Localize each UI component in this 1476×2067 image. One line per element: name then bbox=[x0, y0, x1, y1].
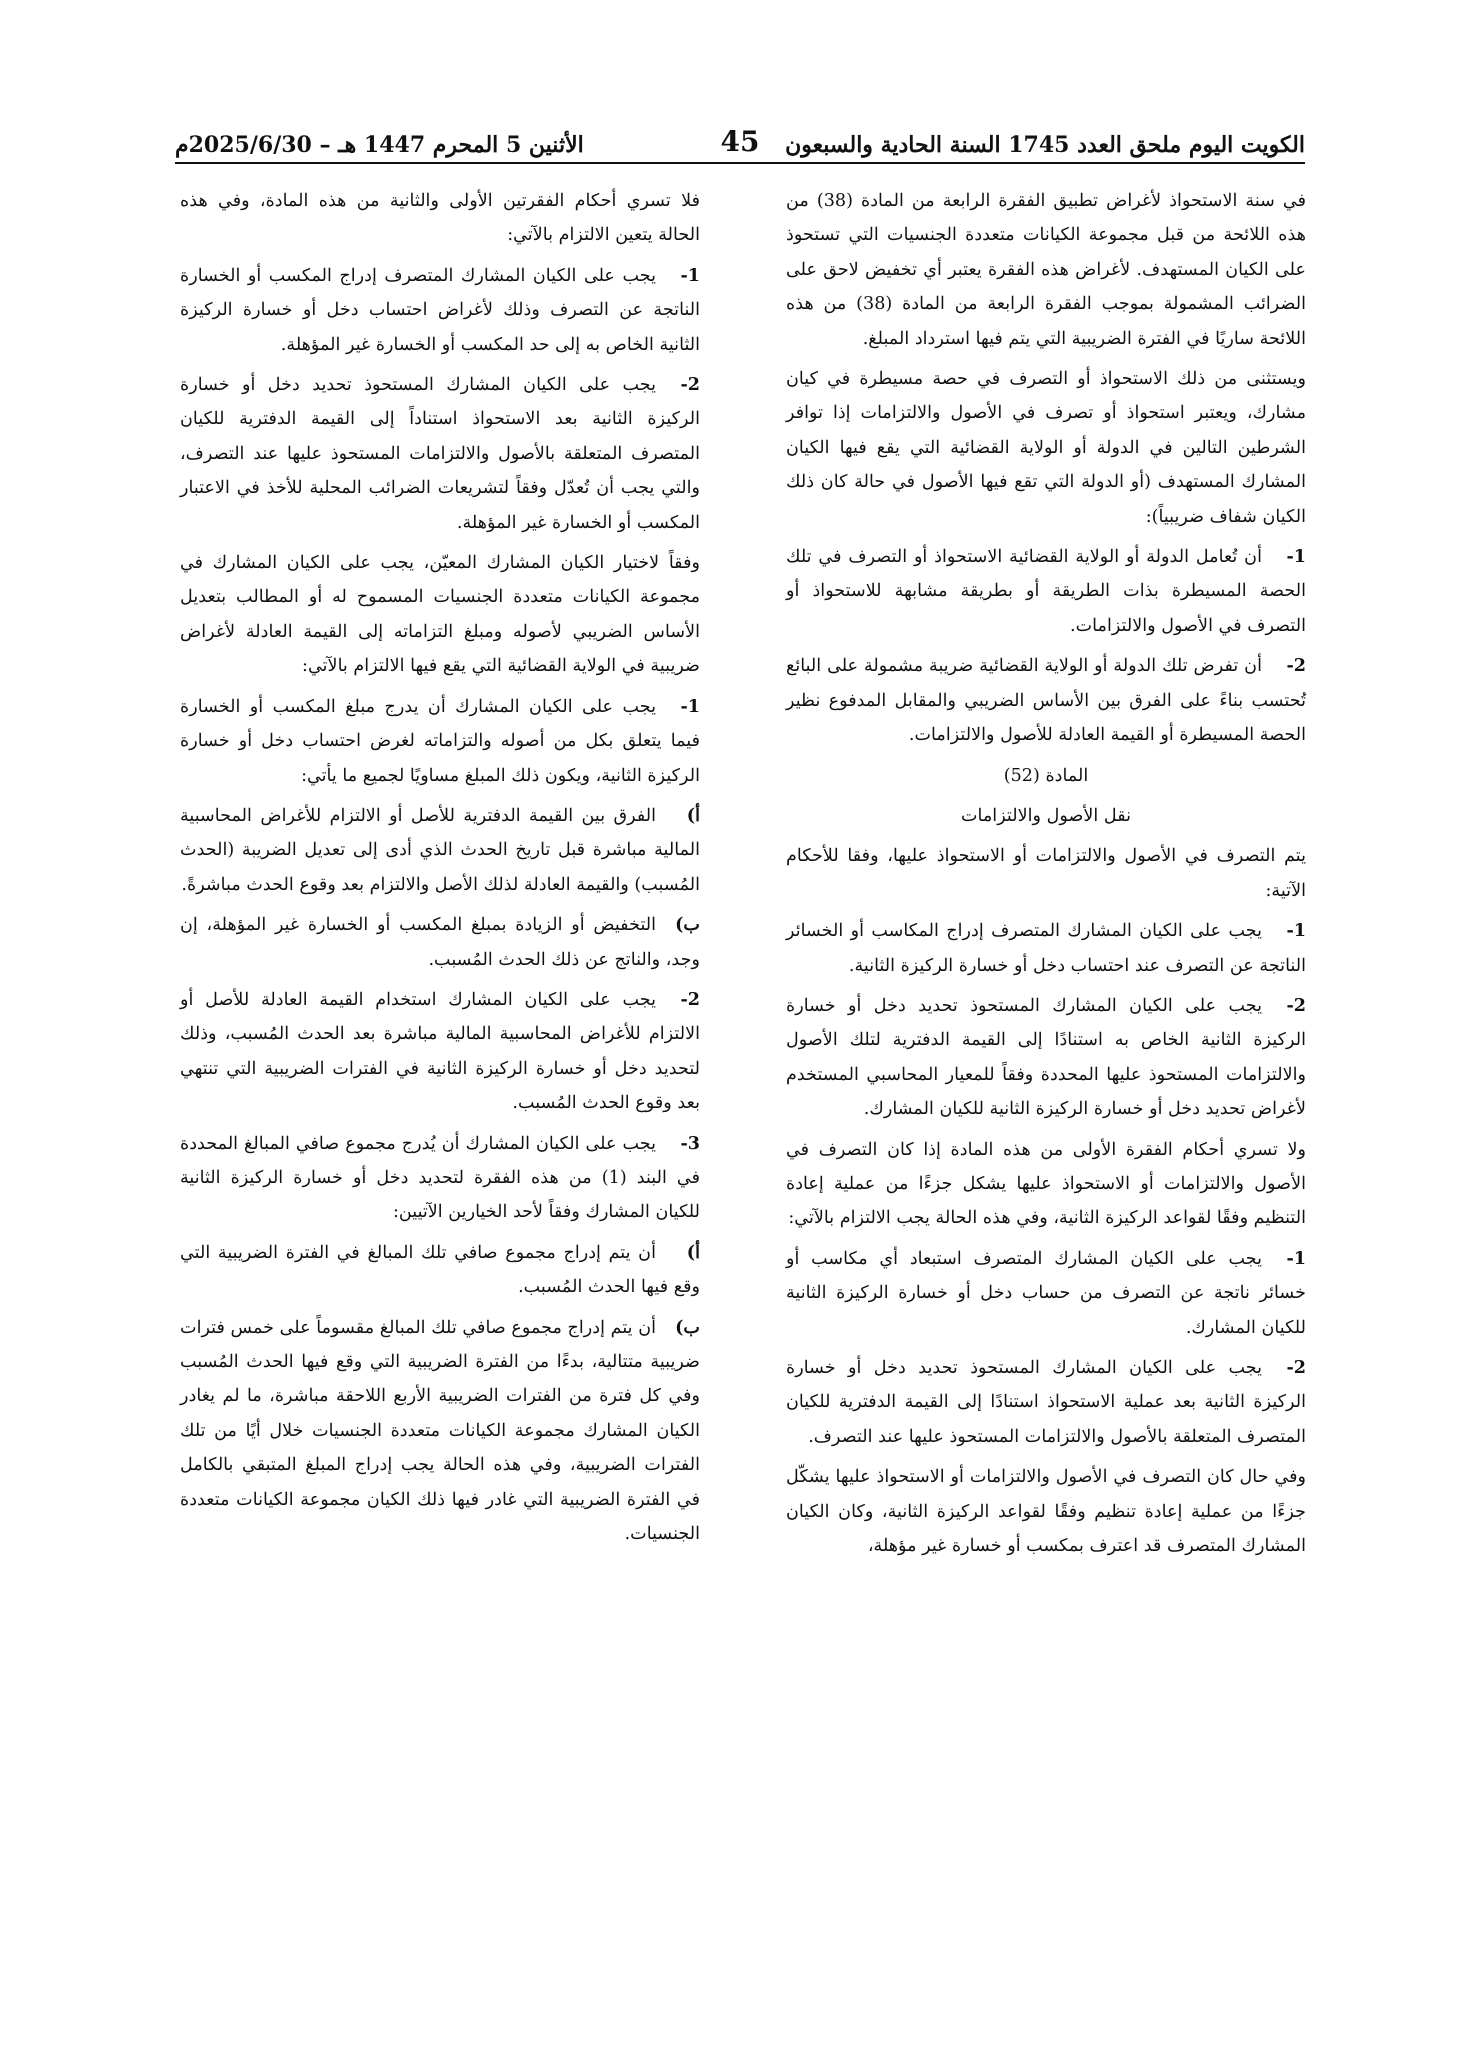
paragraph bbox=[786, 1242, 1306, 1345]
paragraph-text: أن يتم إدراج مجموع صافي تلك المبالغ مقسوماً على خمس فترات ضريبية متتالية، بدءًا من الفترة الضريبية التي وقع فيها الحدث المُسبب وفي كل فترة من الفترات الضريبية الأربع اللاحقة مباشرة، ما لم يغادر الكيان المشارك مجموعة الكيانات متعددة الجنسيات خلال أيًا من تلك الفترات الضريبية، وفي هذه الحالة يجب إدراج المبلغ المتبقي بالكامل في الفترة الضريبية التي غادر فيها ذلك الكيان مجموعة الكيانات متعددة الجنسيات. bbox=[180, 1317, 700, 1545]
paragraph bbox=[180, 1236, 700, 1305]
paragraph-text: الفرق بين القيمة الدفترية للأصل أو الالتزام للأغراض المحاسبية المالية مباشرة قبل تاريخ الحدث الذي أدى إلى تعديل الضريبة (الحدث المُسبب) والقيمة العادلة لذلك الأصل والالتزام بعد وقوع الحدث مباشرةً. bbox=[180, 805, 700, 895]
paragraph-text: ويستثنى من ذلك الاستحواذ أو التصرف في حصة مسيطرة في كيان مشارك، ويعتبر استحواذ أو تصرف في الأصول والالتزامات إذا توافر الشرطين التالين في الدولة أو الولاية القضائية التي يقع فيها الكيان المشارك المستهدف (أو الدولة التي تقع فيها الأصول في حالة كان ذلك الكيان شفاف ضريبياً): bbox=[786, 369, 1306, 527]
item-marker: ب) bbox=[675, 914, 700, 936]
section-heading bbox=[786, 799, 1306, 833]
paragraph bbox=[180, 690, 700, 793]
paragraph bbox=[786, 1351, 1306, 1454]
paragraph bbox=[786, 649, 1306, 752]
paragraph-text: يتم التصرف في الأصول والالتزامات أو الاستحواذ عليها، وفقا للأحكام الآتية: bbox=[786, 846, 1306, 901]
paragraph-text: في سنة الاستحواذ لأغراض تطبيق الفقرة الرابعة من المادة (38) من هذه اللائحة من قبل مجموعة الكيانات متعددة الجنسيات التي تستحوذ على الكيان المستهدف. لأغراض هذه الفقرة يعتبر أي تخفيض لاحق على الضرائب المشمولة بموجب الفقرة الرابعة من المادة (38) من هذه اللائحة ساريًا في الفترة الضريبية التي يتم فيها استرداد المبلغ. bbox=[786, 191, 1306, 349]
paragraph bbox=[786, 914, 1306, 983]
paragraph bbox=[180, 259, 700, 362]
paragraph bbox=[786, 184, 1306, 356]
paragraph bbox=[786, 989, 1306, 1127]
paragraph-text: التخفيض أو الزيادة بمبلغ المكسب أو الخسارة غير المؤهلة، إن وجد، والناتج عن ذلك الحدث المُسبب. bbox=[180, 915, 700, 970]
paragraph bbox=[786, 839, 1306, 908]
item-marker: 1- bbox=[1286, 920, 1306, 942]
item-marker: 3- bbox=[680, 1132, 700, 1154]
item-marker: 2- bbox=[1286, 1357, 1306, 1378]
item-marker: 2- bbox=[1286, 994, 1306, 1016]
item-marker: أ) bbox=[686, 804, 700, 826]
paragraph-text: ولا تسري أحكام الفقرة الأولى من هذه المادة إذا كان التصرف في الأصول والالتزامات أو الاستحواذ عليها يشكل جزءًا من عملية إعادة التنظيم وفقًا لقواعد الركيزة الثانية، وفي هذه الحالة يجب الالتزام بالآتي: bbox=[786, 1139, 1306, 1229]
paragraph-text: المادة (52) bbox=[1003, 765, 1089, 786]
header-date: الأثنين 5 المحرم 1447 هـ – 2025/6/30م bbox=[175, 132, 584, 158]
item-marker: 1- bbox=[1286, 1247, 1306, 1269]
item-marker: 1- bbox=[680, 264, 700, 286]
section-heading bbox=[786, 759, 1306, 793]
item-marker: 2- bbox=[680, 988, 700, 1010]
left-column bbox=[180, 184, 700, 1557]
paragraph bbox=[786, 1460, 1306, 1563]
paragraph-text: يجب على الكيان المشارك المتصرف إدراج المكاسب أو الخسائر الناتجة عن التصرف عند احتساب دخل أو خسارة الركيزة الثانية. bbox=[786, 921, 1306, 976]
paragraph bbox=[180, 184, 700, 253]
item-marker: 2- bbox=[680, 374, 700, 396]
paragraph-text: يجب على الكيان المشارك المتصرف استبعاد أي مكاسب أو خسائر ناتجة عن التصرف من حساب دخل أو خسارة الركيزة الثانية للكيان المشارك. bbox=[786, 1248, 1306, 1338]
paragraph-text: يجب على الكيان المشارك المستحوذ تحديد دخل أو خسارة الركيزة الثانية الخاص به استنادًا إلى القيمة الدفترية لتلك الأصول والالتزامات المستحوذ عليها المحددة وفقاً للمعيار المحاسبي المستخدم لأغراض تحديد دخل أو خسارة الركيزة الثانية للكيان المشارك. bbox=[786, 995, 1306, 1120]
paragraph-text: فلا تسري أحكام الفقرتين الأولى والثانية من هذه المادة، وفي هذه الحالة يتعين الالتزام بالآتي: bbox=[180, 191, 700, 246]
item-marker: 1- bbox=[680, 695, 700, 717]
paragraph-text: يجب على الكيان المشارك المستحوذ تحديد دخل أو خسارة الركيزة الثانية بعد الاستحواذ استناداً إلى القيمة الدفترية للكيان المتصرف المتعلقة بالأصول والالتزامات المستحوذ عليها عند التصرف، والتي يجب أن تُعدّل وفقاً لتشريعات الضرائب المحلية للأخذ في الاعتبار المكسب أو الخسارة غير المؤهلة. bbox=[180, 375, 700, 533]
item-marker: 1- bbox=[1286, 546, 1306, 568]
paragraph bbox=[786, 1133, 1306, 1236]
page-header bbox=[175, 118, 1305, 164]
paragraph bbox=[180, 546, 700, 684]
paragraph bbox=[180, 908, 700, 977]
page-number: 45 bbox=[720, 125, 760, 158]
item-marker: ب) bbox=[675, 1316, 700, 1338]
paragraph-text: يجب على الكيان المشارك استخدام القيمة العادلة للأصل أو الالتزام للأغراض المحاسبية المالية مباشرة بعد الحدث المُسبب، وذلك لتحديد دخل أو خسارة الركيزة الثانية في الفترات الضريبية التي تنتهي بعد وقوع الحدث المُسبب. bbox=[180, 989, 700, 1114]
paragraph bbox=[180, 983, 700, 1121]
paragraph-text: يجب على الكيان المشارك المستحوذ تحديد دخل أو خسارة الركيزة الثانية بعد عملية الاستحواذ استنادًا إلى القيمة الدفترية للكيان المتصرف المتعلقة بالأصول والالتزامات المستحوذ عليها عند التصرف. bbox=[786, 1358, 1306, 1447]
paragraph-text: يجب على الكيان المشارك أن يُدرج مجموع صافي المبالغ المحددة في البند (1) من هذه الفقرة لتحديد دخل أو خسارة الركيزة الثانية للكيان المشارك وفقاً لأحد الخيارين الآتيين: bbox=[180, 1133, 700, 1223]
paragraph bbox=[180, 368, 700, 540]
paragraph-text: يجب على الكيان المشارك المتصرف إدراج المكسب أو الخسارة الناتجة عن التصرف وذلك لأغراض احتساب دخل أو خسارة الركيزة الثانية الخاص به إلى حد المكسب أو الخسارة غير المؤهلة. bbox=[180, 265, 700, 355]
paragraph bbox=[786, 540, 1306, 643]
paragraph-text: وفقاً لاختيار الكيان المشارك المعيّن، يجب على الكيان المشارك في مجموعة الكيانات متعددة الجنسيات المسموح له أو المطالب بتعديل الأساس الضريبي لأصوله ومبلغ التزاماته إلى القيمة العادلة لأغراض ضريبية في الولاية القضائية التي يقع فيها الالتزام بالآتي: bbox=[180, 553, 700, 677]
paragraph-text: نقل الأصول والالتزامات bbox=[960, 805, 1132, 826]
header-publication: الكويت اليوم ملحق العدد 1745 السنة الحادية والسبعون bbox=[785, 132, 1305, 158]
paragraph-text: وفي حال كان التصرف في الأصول والالتزامات أو الاستحواذ عليها يشكّل جزءًا من عملية إعادة تنظيم وفقًا لقواعد الركيزة الثانية، وكان الكيان المشارك المتصرف قد اعترف بمكسب أو خسارة غير مؤهلة، bbox=[786, 1467, 1306, 1557]
paragraph bbox=[786, 362, 1306, 534]
paragraph-text: أن تُعامل الدولة أو الولاية القضائية الاستحواذ أو التصرف في تلك الحصة المسيطرة بذات الطريقة أو بطريقة مشابهة للاستحواذ أو التصرف في الأصول والالتزامات. bbox=[786, 547, 1306, 636]
item-marker: 2- bbox=[1286, 655, 1306, 677]
paragraph bbox=[180, 1127, 700, 1230]
right-column bbox=[786, 184, 1306, 1569]
paragraph-text: أن تفرض تلك الدولة أو الولاية القضائية ضريبة مشمولة على البائع تُحتسب بناءً على الفرق بين الأساس الضريبي والمقابل المدفوع نظير الحصة المسيطرة أو القيمة العادلة للأصول والالتزامات. bbox=[786, 656, 1306, 746]
paragraph bbox=[180, 1311, 700, 1552]
paragraph-text: يجب على الكيان المشارك أن يدرج مبلغ المكسب أو الخسارة فيما يتعلق بكل من أصوله والتزاماته لغرض احتساب دخل أو خسارة الركيزة الثانية، ويكون ذلك المبلغ مساويًا لجميع ما يأتي: bbox=[180, 696, 700, 786]
paragraph-text: أن يتم إدراج مجموع صافي تلك المبالغ في الفترة الضريبية التي وقع فيها الحدث المُسبب. bbox=[180, 1242, 700, 1298]
paragraph bbox=[180, 799, 700, 902]
item-marker: أ) bbox=[686, 1241, 700, 1263]
